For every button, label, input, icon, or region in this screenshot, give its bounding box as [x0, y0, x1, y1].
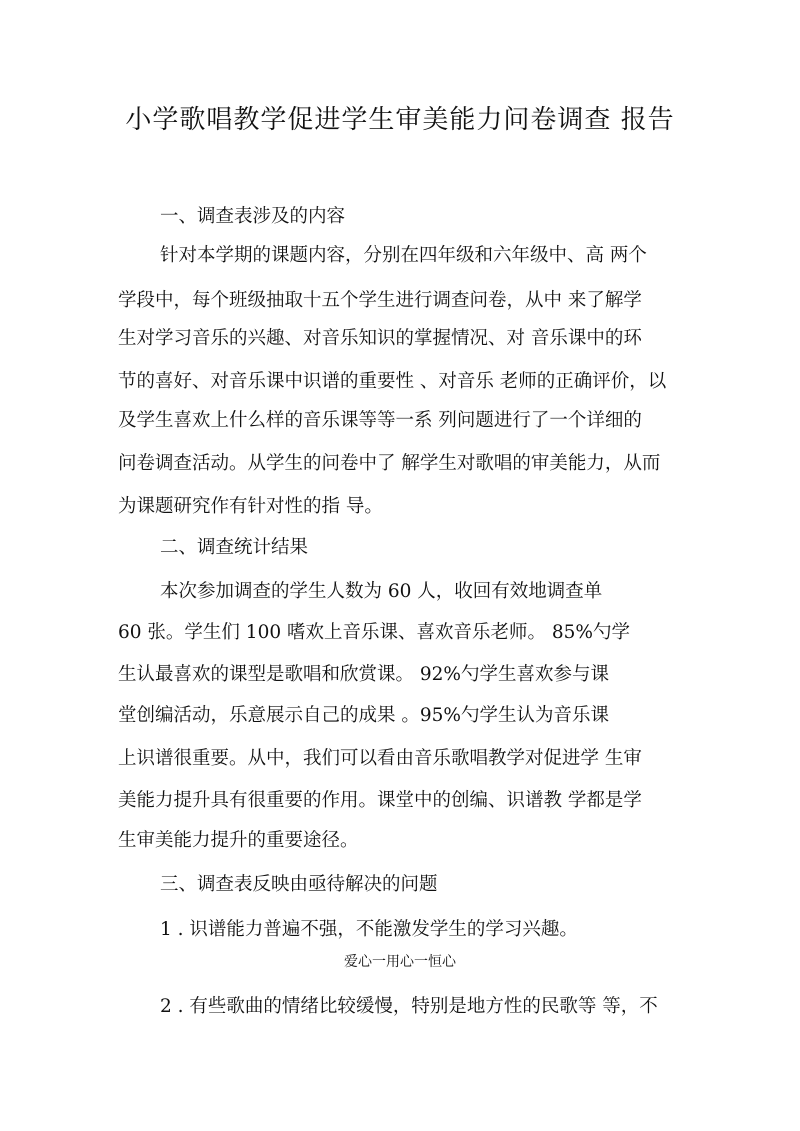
paragraph-line: 堂创编活动，乐意展示自己的成果 。95%勺学生认为音乐课	[118, 705, 610, 726]
page-footer: 爱心一用心一恒心	[344, 954, 456, 970]
paragraph-line: 针对本学期的课题内容，分别在四年级和六年级中、高 两个	[160, 245, 647, 266]
paragraph-line: 节的喜好、对音乐课中识谱的重要性 、对音乐 老师的正确评价，以	[118, 371, 667, 392]
paragraph-line: 生对学习音乐的兴趣、对音乐知识的掌握情况、对 音乐课中的环	[118, 328, 642, 349]
paragraph-line: 学段中，每个班级抽取十五个学生进行调查问卷，从中 来了解学	[118, 290, 642, 311]
document-title: 小学歌唱教学促进学生审美能力问卷调查 报告	[125, 105, 675, 135]
section-heading-2: 二、调查统计结果	[160, 537, 309, 558]
paragraph-line: 本次参加调查的学生人数为 60 人，收回有效地调查单	[160, 581, 603, 602]
paragraph-line: 生审美能力提升的重要途径。	[118, 830, 359, 851]
section-heading-3: 三、调查表反映由亟待解决的问题	[160, 874, 438, 895]
list-item: 2 . 有些歌曲的情绪比较缓慢，特别是地方性的民歌等 等，不	[160, 996, 658, 1017]
paragraph-line: 问卷调查活动。从学生的问卷中了 解学生对歌唱的审美能力，从而	[118, 453, 661, 474]
paragraph-line: 为课题研究作有针对性的指 导。	[118, 496, 383, 517]
section-heading-1: 一、调查表涉及的内容	[160, 206, 346, 227]
paragraph-line: 上识谱很重要。从中，我们可以看由音乐歌唱教学对促进学 生审	[118, 748, 642, 769]
paragraph-line: 生认最喜欢的课型是歌唱和欣赏课。 92%勺学生喜欢参与课	[118, 664, 610, 685]
paragraph-line: 60 张。学生们 100 嗜欢上音乐课、喜欢音乐老师。 85%勺学	[118, 622, 630, 643]
paragraph-line: 及学生喜欢上什么样的音乐课等等一系 列问题进行了一个详细的	[118, 410, 642, 431]
paragraph-line: 美能力提升具有很重要的作用。课堂中的创编、识谱教 学都是学	[118, 790, 642, 811]
list-item: 1 . 识谱能力普遍不强，不能激发学生的学习兴趣。	[160, 919, 578, 940]
